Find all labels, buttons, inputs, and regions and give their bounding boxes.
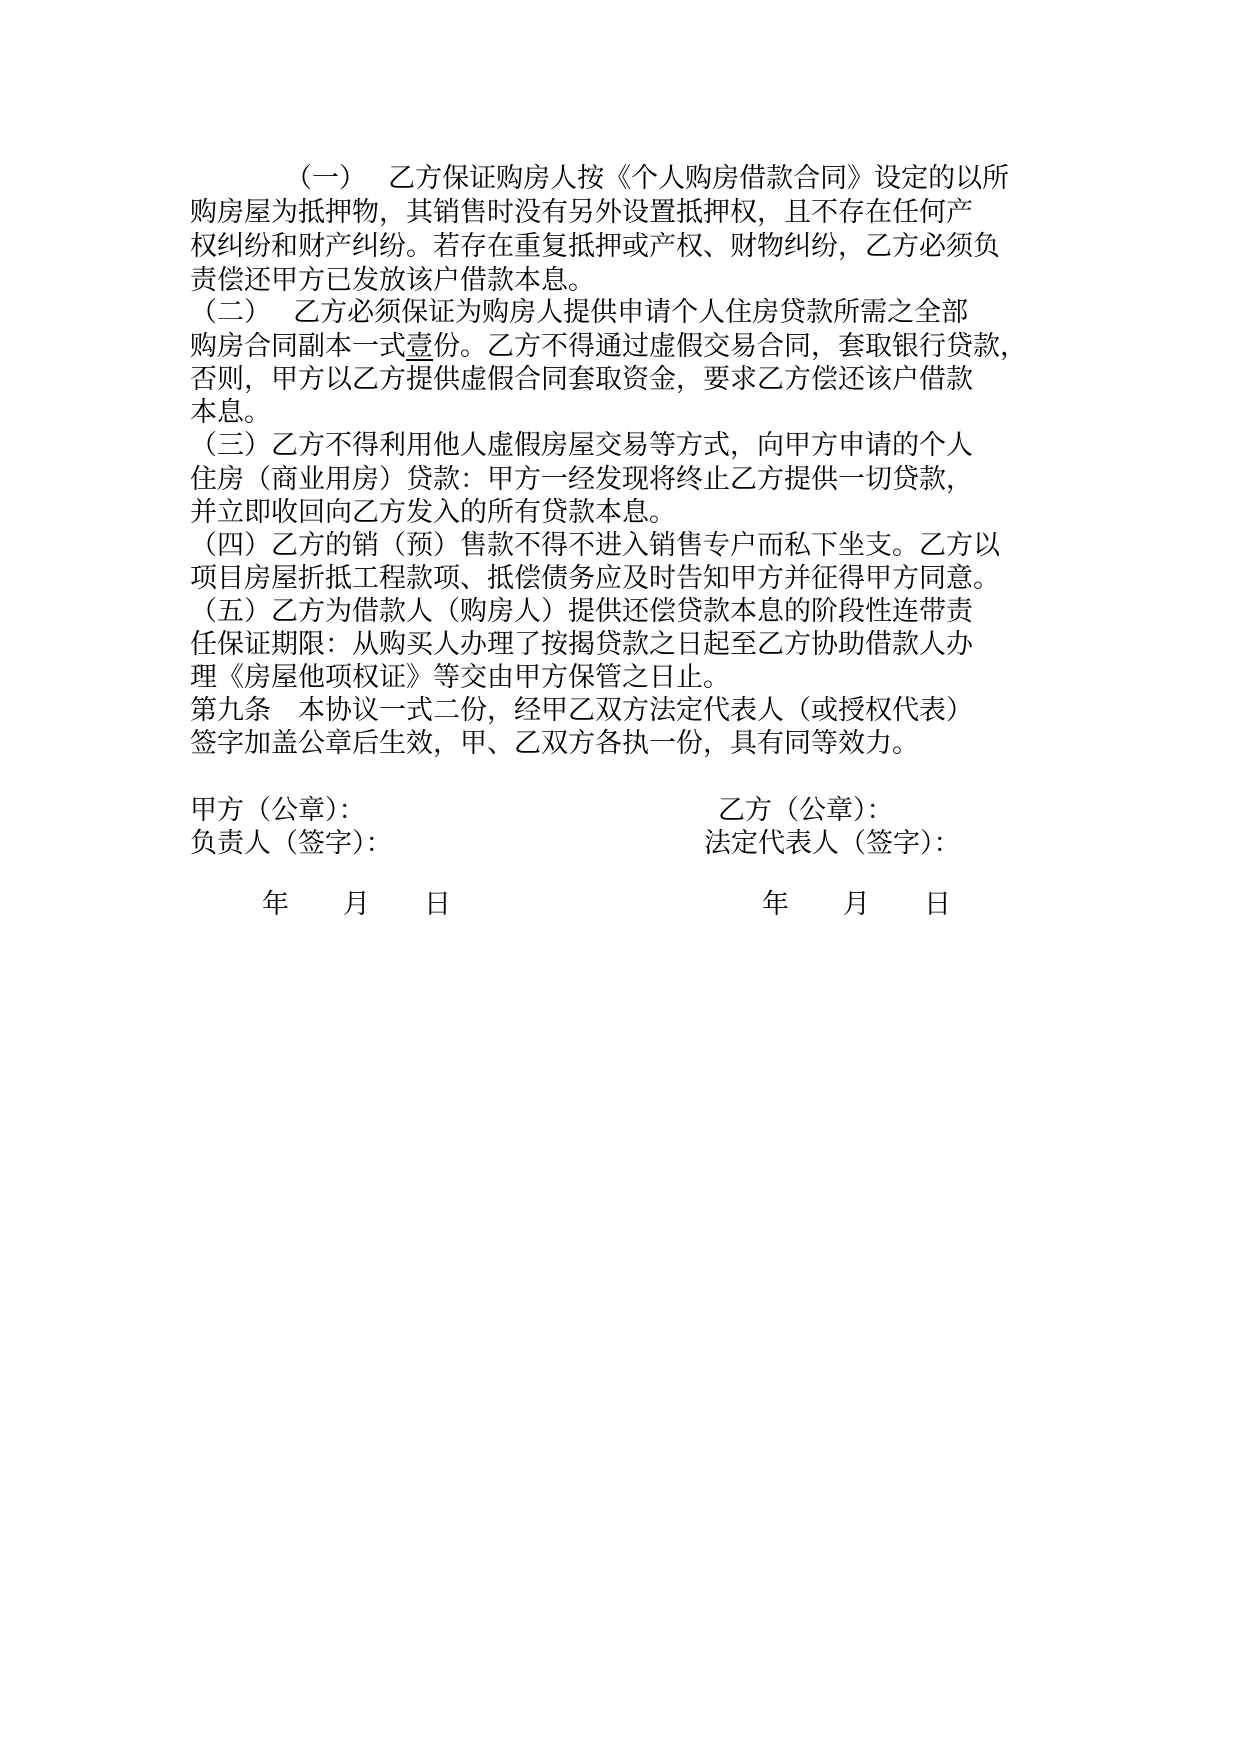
- party-b-seal-label: 乙方（公章）：: [718, 795, 894, 826]
- article-9-line-1: 第九条 本协议一式二份，经甲乙双方法定代表人（或授权代表）: [190, 695, 973, 726]
- clause-2-line-4: 本息。: [190, 397, 271, 428]
- clause-1-line-4: 责偿还甲方已发放该户借款本息。: [190, 265, 595, 296]
- party-b-date: 年 月 日: [762, 889, 951, 920]
- clause-4-line-2: 项目房屋折抵工程款项、抵偿债务应及时告知甲方并征得甲方同意。: [190, 563, 1000, 594]
- clause-3-line-3: 并立即收回向乙方发入的所有贷款本息。: [190, 497, 676, 528]
- clause-2-line-2-pre: 购房合同副本一式: [190, 331, 406, 362]
- clause-1-line-3: 权纠纷和财产纠纷。若存在重复抵押或产权、财物纠纷，乙方必须负: [190, 231, 1000, 262]
- clause-2-line-2: [190, 330, 1027, 363]
- party-a-date: 年 月 日: [262, 889, 451, 920]
- clause-2-line-3: 否则，甲方以乙方提供虚假合同套取资金，要求乙方偿还该户借款: [190, 364, 973, 395]
- clause-1-line-1: （一） 乙方保证购房人按《个人购房借款合同》设定的以所: [285, 163, 1010, 194]
- copies-count-underlined: 壹: [406, 331, 433, 362]
- party-a-signer-label: 负责人（签字）：: [190, 828, 393, 859]
- clause-5-line-3: 理《房屋他项权证》等交由甲方保管之日止。: [190, 662, 730, 693]
- clause-5-line-2: 任保证期限：从购买人办理了按揭贷款之日起至乙方协助借款人办: [190, 629, 973, 660]
- party-a-seal-label: 甲方（公章）：: [190, 795, 366, 826]
- article-9-line-2: 签字加盖公章后生效，甲、乙双方各执一份，具有同等效力。: [190, 728, 919, 759]
- clause-1-line-2: 购房屋为抵押物，其销售时没有另外设置抵押权，且不存在任何产: [190, 197, 973, 228]
- clause-5-line-1: （五）乙方为借款人（购房人）提供还偿贷款本息的阶段性连带责: [190, 596, 973, 627]
- clause-3-line-2: 住房（商业用房）贷款：甲方一经发现将终止乙方提供一切贷款，: [190, 464, 973, 495]
- party-b-signer-label: 法定代表人（签字）：: [704, 828, 961, 859]
- clause-4-line-1: （四）乙方的销（预）售款不得不进入销售专户而私下坐支。乙方以: [190, 530, 1000, 561]
- clause-3-line-1: （三）乙方不得利用他人虚假房屋交易等方式，向甲方申请的个人: [190, 430, 973, 461]
- clause-2-line-2-post: 份。乙方不得通过虚假交易合同，套取银行贷款，: [433, 331, 1027, 362]
- clause-2-line-1: （二） 乙方必须保证为购房人提供申请个人住房贷款所需之全部: [190, 297, 969, 328]
